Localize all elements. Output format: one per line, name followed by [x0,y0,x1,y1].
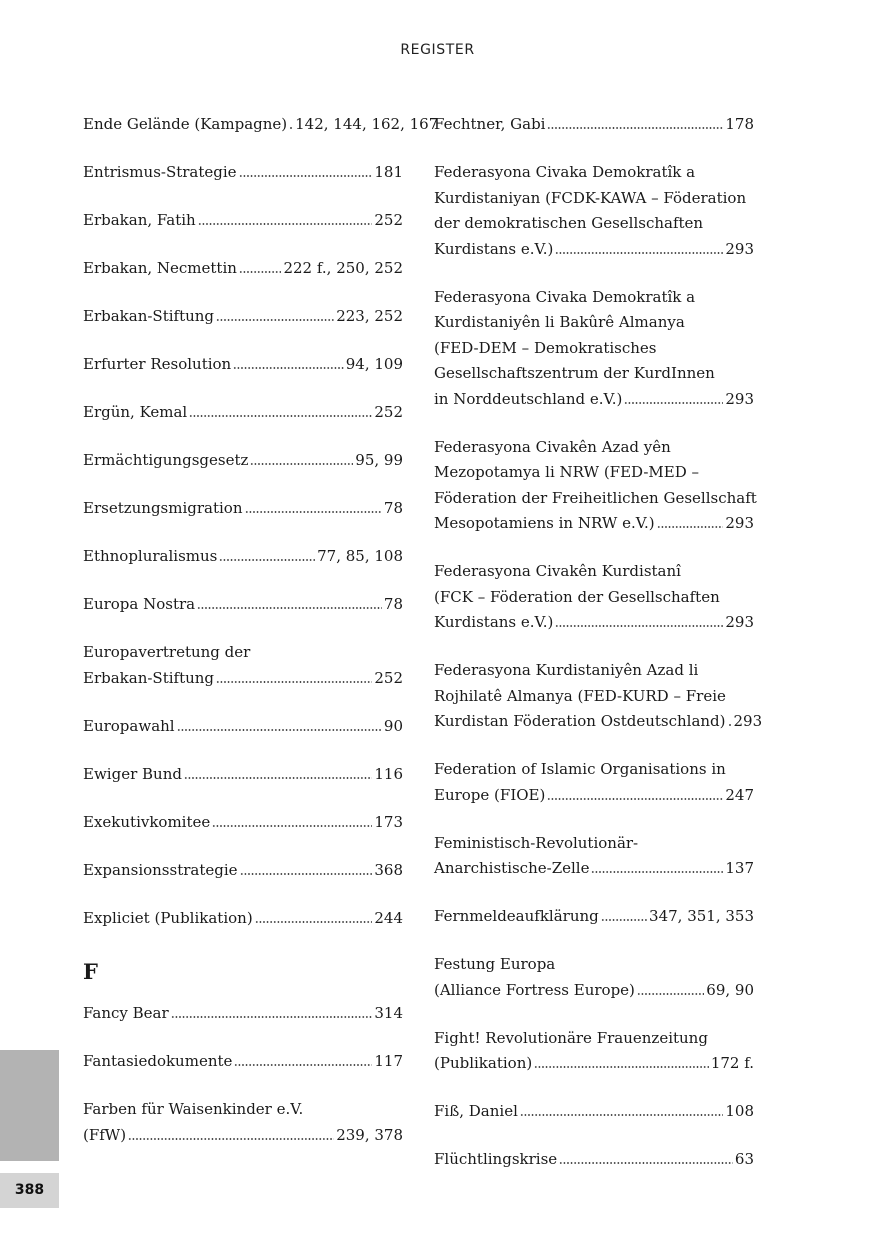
dot-leader [559,1161,733,1165]
entry-final-line [83,666,403,692]
entry-final-line [83,112,439,138]
index-entry [434,1099,754,1125]
entry-final-line [434,610,754,636]
dot-leader [520,1113,723,1117]
page-references: 63 [734,1150,754,1168]
page-references: 117 [374,1052,403,1070]
page-references: 293 [733,712,763,730]
entry-term: (FfW) [83,1125,127,1144]
entry-term: (Publikation) [434,1054,533,1072]
page-references: 178 [725,115,754,133]
page-references: 244 [374,908,403,927]
page-references: 181 [374,163,403,181]
page-references: 293 [725,514,754,532]
index-entry [434,435,757,537]
entry-term: Ende Gelände (Kampagne) [83,115,288,133]
entry-final-line [434,237,754,263]
index-entry [434,559,754,636]
index-entry [83,448,403,474]
dot-leader [197,606,382,610]
dot-leader [239,270,282,274]
entry-term: Ergün, Kemal [83,403,188,421]
entry-term: Erbakan-Stiftung [83,668,215,687]
index-entry [83,762,403,788]
section-letter: F [83,959,98,984]
entry-text-line: Kurdistaniyan (FCDK-KAWA – Föderation [434,188,747,207]
dot-leader [255,920,373,924]
page-references: 293 [725,613,754,631]
entry-final-line [83,400,403,426]
entry-term: Fancy Bear [83,1004,169,1022]
entry-term: Fantasiedokumente [83,1052,233,1070]
entry-final-line [83,544,403,570]
index-entries-f [83,1001,403,1148]
dot-leader [547,797,723,801]
dot-leader [601,918,647,922]
dot-leader [245,510,382,514]
page-references: 172 f. [710,1054,754,1072]
page-references: 78 [383,499,403,517]
entry-term: Erbakan, Fatih [83,211,196,229]
entry-text-line: Federasyona Civakên Kurdistanî [434,562,681,580]
page-references: 293 [725,389,754,408]
index-column-left [83,112,439,1171]
index-entry [83,208,403,234]
dot-leader [212,824,372,828]
index-entry [434,757,754,808]
page-references: 77, 85, 108 [317,547,403,565]
dot-leader [591,870,723,874]
entry-final-line [83,810,403,836]
entry-final-line [83,304,403,330]
entry-term: Europawahl [83,716,175,735]
entry-text-line: Mezopotamya li NRW (FED-MED – [434,463,700,481]
index-entry [434,1147,754,1173]
index-entry [83,160,403,186]
dot-leader [555,251,723,255]
page-references: 90 [383,716,403,735]
index-entry [83,352,403,378]
entry-term: Fechtner, Gabi [434,115,546,133]
entry-term: Europe (FIOE) [434,785,546,804]
index-entry [434,1026,754,1077]
entry-text-line: Federasyona Civakên Azad yên [434,437,671,456]
entry-term: Erbakan, Necmettin [83,259,237,277]
entry-final-line [434,978,754,1004]
page-references: 252 [374,403,403,421]
entry-term: Ermächtigungsgesetz [83,451,249,469]
entry-term: Erfurter Resolution [83,355,232,373]
entry-term: Ewiger Bund [83,764,182,783]
page-references: 252 [374,211,403,229]
entry-term: Exekutivkomitee [83,812,211,831]
dot-leader [189,414,372,418]
running-header: REGISTER [400,42,475,58]
index-entry [83,1001,403,1027]
entry-text-line: Federation of Islamic Organisations in [434,760,726,778]
entry-term: Mesopotamiens in NRW e.V.) [434,514,655,532]
dot-leader [555,624,723,628]
entry-term: Fiß, Daniel [434,1102,518,1120]
page-references: 293 [725,239,754,258]
dot-leader [289,126,293,130]
index-entry [83,906,403,932]
entry-final-line [83,352,403,378]
entry-text-line: (FED-DEM – Demokratisches [434,338,657,357]
dot-leader [234,1063,372,1067]
entry-term: Kurdistans e.V.) [434,613,554,631]
entry-term: in Norddeutschland e.V.) [434,389,623,408]
entry-text-line: Rojhilatê Almanya (FED-KURD – Freie [434,686,726,705]
dot-leader [250,462,353,466]
dot-leader [128,1137,334,1141]
page-references: 78 [383,595,403,613]
page-references: 222 f., 250, 252 [283,259,403,277]
index-entry [83,1049,403,1075]
index-entry [83,810,403,836]
page-references: 108 [725,1102,754,1120]
entry-final-line [83,1049,403,1075]
dot-leader [219,558,315,562]
entry-final-line [83,762,403,788]
entry-final-line [434,856,754,882]
entry-final-line [434,1099,754,1125]
dot-leader [233,366,344,370]
entry-final-line [83,592,403,618]
entry-final-line [434,1147,754,1173]
index-entry [83,714,403,740]
entry-term: Ethnopluralismus [83,547,218,565]
index-entry [434,952,754,1003]
page-references: 95, 99 [355,451,403,469]
dot-leader [547,126,723,130]
index-entry [434,160,754,262]
entry-text-line: Föderation der Freiheitlichen Gesellschaft [434,488,757,507]
entry-term: Fernmeldeaufklärung [434,907,599,925]
index-entry [434,658,763,735]
index-column-right [434,112,763,1195]
index-entry [83,858,403,884]
index-entry [83,256,403,282]
dot-leader [239,174,373,178]
page-references: 347, 351, 353 [649,907,754,925]
dot-leader [184,776,372,780]
dot-leader [177,728,382,732]
entry-term: Anarchistische-Zelle [434,859,590,877]
entry-text-line: Kurdistaniyên li Bakûrê Almanya [434,313,685,331]
page-references: 252 [374,668,403,687]
index-entry [83,496,403,522]
index-entries-e [83,112,439,931]
page-references: 368 [374,860,403,879]
entry-text-line: Farben für Waisenkinder e.V. [83,1100,304,1118]
entry-final-line [434,904,754,930]
page-references: 223, 252 [336,307,403,325]
index-entry [434,831,754,882]
page-references: 116 [374,764,403,783]
entry-term: Europa Nostra [83,595,196,613]
entry-final-line [83,714,403,740]
page-references: 247 [725,785,754,804]
entry-final-line [434,1051,754,1077]
entry-text-line: (FCK – Föderation der Gesellschaften [434,587,720,606]
index-entry [83,544,403,570]
entry-final-line [434,783,754,809]
index-entry [83,592,403,618]
entry-final-line [83,496,403,522]
entry-term: Expliciet (Publikation) [83,908,253,927]
thumb-index-tab [0,1050,59,1161]
entry-term: Entrismus-Strategie [83,163,237,181]
entry-text-line: Feministisch-Revolutionär- [434,833,639,852]
entry-final-line [434,709,763,735]
index-entry [434,904,754,930]
entry-term: Erbakan-Stiftung [83,307,215,325]
index-entry [434,285,754,413]
entry-text-line: Federasyona Kurdistaniyên Azad li [434,661,699,679]
dot-leader [198,222,373,226]
dot-leader [216,680,372,684]
entry-final-line [434,511,754,537]
dot-leader [216,318,334,322]
dot-leader [240,872,373,876]
entry-final-line [83,160,403,186]
index-entry [83,112,439,138]
index-entries-right [434,112,763,1173]
page-references: 239, 378 [336,1125,403,1144]
entry-term: Expansionsstrategie [83,860,238,879]
entry-final-line [83,1123,403,1149]
index-entry [434,112,754,138]
entry-text-line: Federasyona Civaka Demokratîk a [434,287,696,306]
page-references: 314 [374,1004,403,1022]
entry-text-line: Federasyona Civaka Demokratîk a [434,163,696,181]
dot-leader [534,1065,709,1069]
entry-term: Kurdistan Föderation Ostdeutschland) [434,712,726,730]
entry-final-line [434,387,754,413]
entry-text-line: Europavertretung der [83,643,251,661]
entry-final-line [83,1001,403,1027]
index-entry [83,304,403,330]
index-entry [83,640,403,691]
dot-leader [171,1015,373,1019]
page-references: 142, 144, 162, 167 [295,115,439,133]
entry-text-line: Fight! Revolutionäre Frauenzeitung [434,1028,708,1047]
page-references: 137 [725,859,754,877]
page-references: 94, 109 [345,355,403,373]
entry-term: Kurdistans e.V.) [434,239,554,258]
page-references: 69, 90 [706,980,754,999]
page-references: 173 [374,812,403,831]
entry-text-line: der demokratischen Gesellschaften [434,214,704,232]
dot-leader [624,401,723,405]
entry-term: (Alliance Fortress Europe) [434,980,635,999]
entry-final-line [83,858,403,884]
entry-final-line [83,906,403,932]
index-entry [83,400,403,426]
index-entry [83,1097,403,1148]
dot-leader [728,723,732,727]
page-number: 388 [0,1173,59,1208]
entry-final-line [83,256,403,282]
dot-leader [657,525,724,529]
entry-final-line [83,448,403,474]
entry-text-line: Festung Europa [434,955,556,973]
dot-leader [637,992,704,996]
entry-term: Flüchtlingskrise [434,1150,558,1168]
entry-final-line [83,208,403,234]
entry-term: Ersetzungsmigration [83,499,243,517]
entry-text-line: Gesellschaftszentrum der KurdInnen [434,364,715,382]
entry-final-line [434,112,754,138]
